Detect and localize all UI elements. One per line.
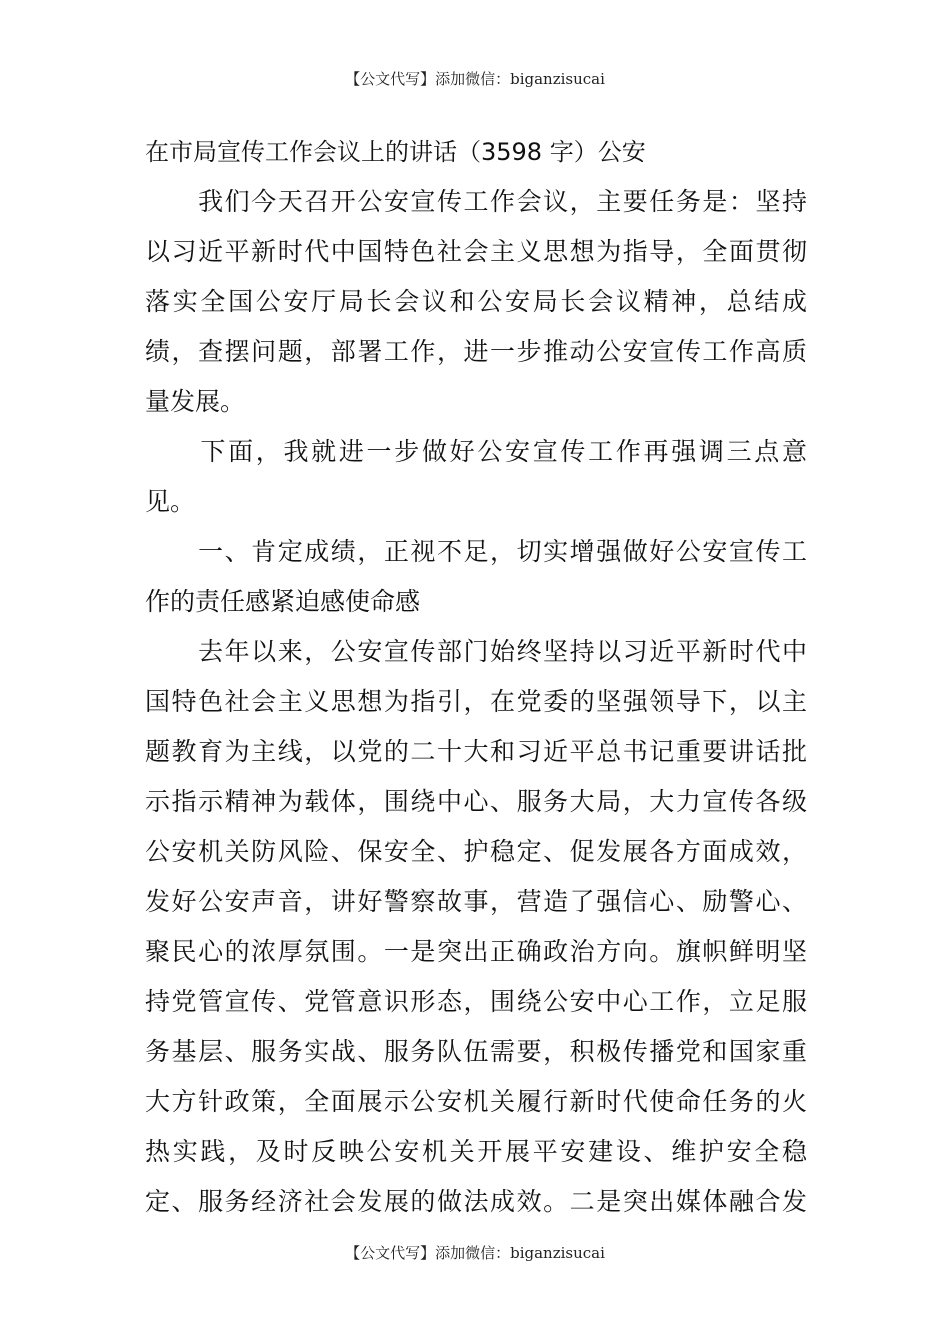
page-footer: 【公文代写】添加微信：biganzisucai (345, 1244, 605, 1262)
text-line: 题教育为主线，以党的二十大和习近平总书记重要讲话批 (145, 737, 807, 766)
document-body (145, 127, 807, 1227)
text-line: 我们今天召开公安宣传工作会议，主要任务是：坚持 (145, 187, 807, 216)
text-line: 落实全国公安厅局长会议和公安局长会议精神，总结成 (145, 287, 807, 316)
text-line: 见。 (145, 487, 196, 516)
text-line: 务基层、服务实战、服务队伍需要，积极传播党和国家重 (145, 1037, 807, 1066)
text-line: 以习近平新时代中国特色社会主义思想为指导，全面贯彻 (145, 237, 807, 266)
text-line: 定、服务经济社会发展的做法成效。二是突出媒体融合发 (145, 1187, 807, 1216)
text-line: 持党管宣传、党管意识形态，围绕公安中心工作，立足服 (145, 987, 807, 1016)
text-line: 大方针政策，全面展示公安机关履行新时代使命任务的火 (145, 1087, 807, 1116)
text-line: 聚民心的浓厚氛围。一是突出正确政治方向。旗帜鲜明坚 (145, 937, 807, 966)
text-line: 量发展。 (145, 387, 246, 416)
section-heading-line: 一、肯定成绩，正视不足，切实增强做好公安宣传工 (145, 537, 807, 566)
text-line: 国特色社会主义思想为指引，在党委的坚强领导下，以主 (145, 687, 807, 716)
section-heading-line: 作的责任感紧迫感使命感 (145, 587, 421, 616)
text-line: 热实践，及时反映公安机关开展平安建设、维护安全稳 (145, 1137, 807, 1166)
text-line: 公安机关防风险、保安全、护稳定、促发展各方面成效， (145, 837, 807, 866)
text-line: 去年以来，公安宣传部门始终坚持以习近平新时代中 (145, 637, 807, 666)
page-header: 【公文代写】添加微信：biganzisucai (345, 70, 605, 88)
document-title: 在市局宣传工作会议上的讲话（3598 字）公安 (145, 138, 646, 166)
text-line: 下面，我就进一步做好公安宣传工作再强调三点意 (145, 437, 807, 466)
text-line: 示指示精神为载体，围绕中心、服务大局，大力宣传各级 (145, 787, 807, 816)
text-line: 发好公安声音，讲好警察故事，营造了强信心、励警心、 (145, 887, 807, 916)
text-line: 绩，查摆问题，部署工作，进一步推动公安宣传工作高质 (145, 337, 807, 366)
